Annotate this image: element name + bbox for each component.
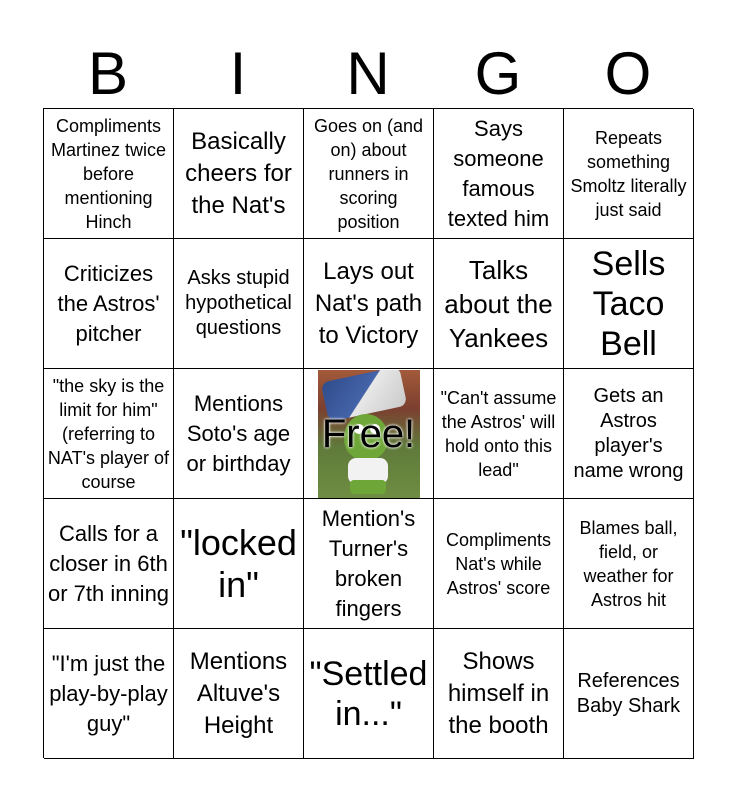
cell-text: Criticizes the Astros' pitcher: [57, 260, 160, 346]
bingo-header: [43, 40, 693, 108]
cell-text: Asks stupid hypothetical questions: [185, 267, 292, 339]
cell-text: Blames ball, field, or weather for Astros hit: [579, 517, 678, 610]
mascot-legs: [350, 480, 386, 494]
header-letter-g: G: [474, 40, 522, 107]
bingo-cell[interactable]: [44, 629, 174, 759]
free-label: Free!: [321, 411, 416, 456]
cell-text: Basically cheers for the Nat's: [185, 127, 292, 219]
bingo-cell[interactable]: [174, 369, 304, 499]
free-space[interactable]: [304, 369, 434, 499]
header-letter-o: O: [604, 40, 652, 107]
header-letter-n: N: [346, 40, 390, 107]
cell-text: "locked in": [180, 521, 297, 605]
cell-text: References Baby Shark: [576, 669, 681, 717]
cell-text: Lays out Nat's path to Victory: [314, 257, 423, 349]
bingo-cell[interactable]: [174, 499, 304, 629]
bingo-cell[interactable]: [174, 109, 304, 239]
cell-text: Mentions Soto's age or birthday: [186, 390, 291, 476]
bingo-cell[interactable]: [174, 239, 304, 369]
cell-text: "Settled in...": [309, 654, 428, 733]
cell-text: Gets an Astros player's name wrong: [573, 384, 684, 482]
bingo-cell[interactable]: [434, 369, 564, 499]
cell-text: Shows himself in the booth: [447, 647, 550, 739]
bingo-cell[interactable]: [304, 239, 434, 369]
cell-text: Compliments Martinez twice before mentioning Hinch: [50, 115, 167, 232]
cell-text: Sells Taco Bell: [591, 244, 666, 363]
bingo-cell[interactable]: [564, 239, 694, 369]
bingo-cell[interactable]: [304, 109, 434, 239]
bingo-cell[interactable]: [44, 499, 174, 629]
bingo-cell[interactable]: [44, 239, 174, 369]
bingo-cell[interactable]: [304, 499, 434, 629]
bingo-cell[interactable]: [44, 109, 174, 239]
cell-text: Mention's Turner's broken fingers: [321, 505, 416, 621]
bingo-cell[interactable]: [174, 629, 304, 759]
bingo-cell[interactable]: [304, 629, 434, 759]
bingo-cell[interactable]: [564, 499, 694, 629]
bingo-cell[interactable]: [44, 369, 174, 499]
cell-text: "the sky is the limit for him" (referring to NAT's player of course: [47, 375, 170, 492]
bingo-cell[interactable]: [564, 369, 694, 499]
bingo-cell[interactable]: [564, 629, 694, 759]
header-letter-b: B: [87, 40, 129, 107]
cell-text: "Can't assume the Astros' will hold onto this lead": [440, 387, 557, 480]
bingo-cell[interactable]: [434, 239, 564, 369]
bingo-cell[interactable]: [434, 629, 564, 759]
bingo-card: [43, 108, 693, 758]
cell-text: Mentions Altuve's Height: [189, 647, 288, 739]
cell-text: Calls for a closer in 6th or 7th inning: [47, 520, 170, 606]
cell-text: Says someone famous texted him: [447, 115, 550, 231]
cell-text: Repeats something Smoltz literally just said: [570, 127, 687, 220]
cell-text: "I'm just the play-by-play guy": [49, 650, 168, 736]
cell-text: Talks about the Yankees: [444, 254, 553, 353]
cell-text: Compliments Nat's while Astros' score: [445, 529, 552, 598]
cell-text: Goes on (and on) about runners in scoring position: [313, 115, 424, 232]
bingo-cell[interactable]: [434, 109, 564, 239]
bingo-cell[interactable]: [434, 499, 564, 629]
header-letter-i: I: [229, 40, 247, 107]
bingo-cell[interactable]: [564, 109, 694, 239]
